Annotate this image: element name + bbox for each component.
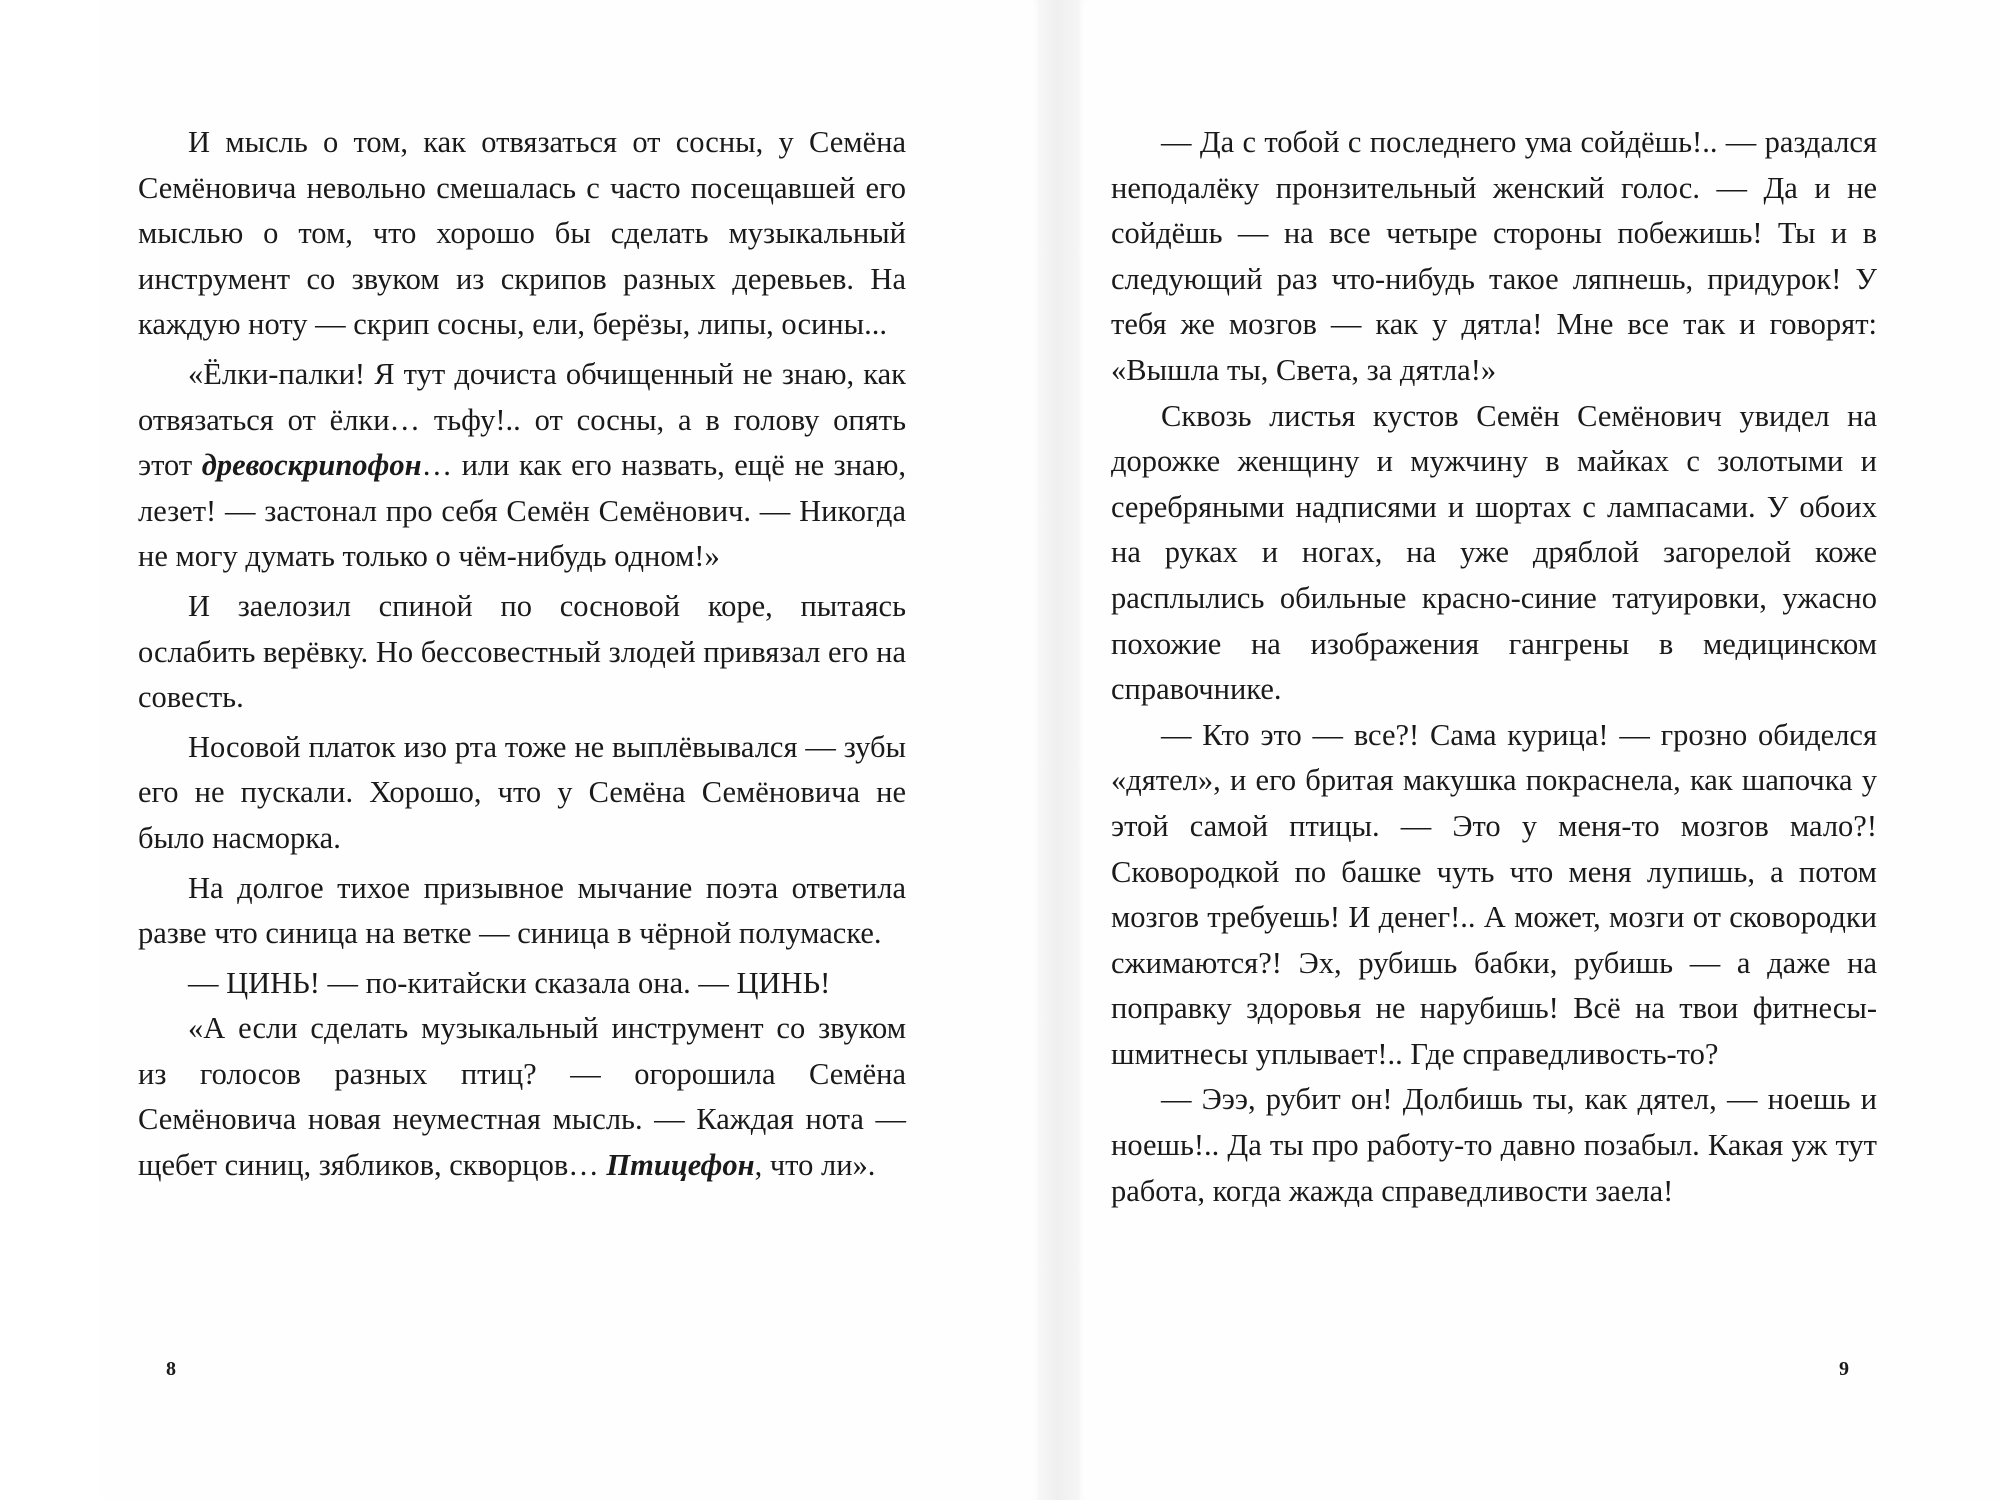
- text-run: И заелозил спиной по сосновой коре, пытаясь ослабить верёвку. Но бессовестный злодей привязал его на совесть.: [138, 588, 906, 715]
- paragraph: [138, 352, 906, 580]
- paragraph: [138, 725, 906, 862]
- paragraph: [138, 866, 906, 957]
- text-run: — ЦИНЬ! — по-китайски сказала она. — ЦИНЬ!: [188, 965, 831, 1000]
- text-run: Носовой платок изо рта тоже не выплёвывался — зубы его не пускали. Хорошо, что у Семёна Семёновича не было насморка.: [138, 729, 906, 855]
- emphasized-term: Птицефон: [606, 1148, 755, 1183]
- paragraph: [1111, 713, 1877, 1078]
- text-run: , что ли».: [754, 1148, 876, 1183]
- text-run: Сквозь листья кустов Семён Семёнович увидел на дорожке женщину и мужчину в майках с золотыми и серебряными надписями и шортах с лампасами. У обоих на руках и ногах, на уже дряблой загорелой коже расплылись обильные красно-синие татуировки, ужасно похожие на изображения гангрены в медицинском справочнике.: [1111, 398, 1877, 707]
- paragraph: [1111, 394, 1877, 713]
- paragraph: [138, 120, 906, 348]
- text-run: «Ёлки-палки! Я тут дочиста обчищенный не знаю, как отвязаться от ёлки… тьфу!.. от сосны, а в голову опять этот: [138, 356, 906, 483]
- text-run: — Эээ, рубит он! Долбишь ты, как дятел, — ноешь и ноешь!.. Да ты про работу-то давно позабыл. Какая уж тут работа, когда жажда справедливости заела!: [1111, 1082, 1877, 1208]
- right-page: [1078, 0, 2000, 1500]
- text-run: На долгое тихое призывное мычание поэта ответила разве что синица на ветке — синица в чёрной полумаске.: [138, 870, 906, 951]
- text-run: — Кто это — все?! Сама курица! — грозно обиделся «дятел», и его бритая макушка покраснела, как шапочка у этой самой птицы. — Это у меня-то мозгов мало?! Сковородкой по башке чуть что меня лупишь, а потом мозгов требуешь! И денег!.. А может, мозги от сковородки сжимаются?! Эх, рубишь бабки, рубишь — а даже на поправку здоровья не нарубишь! Всё на твои фитнесы-шмитнесы уплывает!.. Где справедливость-то?: [1111, 717, 1877, 1071]
- paragraph: [138, 961, 906, 1007]
- text-run: «А если сделать музыкальный инструмент со звуком из голосов разных птиц? — огорошила Семёна Семёновича новая неуместная мысль. — Каждая нота — щебет синиц, зябликов, скворцов…: [138, 1011, 906, 1183]
- right-page-text: [1111, 120, 1877, 1214]
- text-run: … или как его назвать, ещё не знаю, лезет! — застонал про себя Семён Семёнович. — Никогда не могу думать только о чём-нибудь одном!»: [138, 448, 907, 574]
- emphasized-term: древоскрипофон: [201, 448, 422, 483]
- text-run: И мысль о том, как отвязаться от сосны, у Семёна Семёновича невольно смешалась с часто посещавшей его мыслью о том, что хорошо бы сделать музыкальный инструмент со звуком из скрипов разных деревьев. На каждую ноту — скрип сосны, ели, берёзы, липы, осины...: [138, 125, 906, 342]
- left-page-text: [138, 120, 906, 1189]
- page-number: 8: [166, 1358, 176, 1380]
- text-run: — Да с тобой с последнего ума сойдёшь!.. — раздался неподалёку пронзительный женский голос. — Да и не сойдёшь — на все четыре стороны побежишь! Ты и в следующий раз что-нибудь такое ляпнешь, придурок! У тебя же мозгов — как у дятла! Мне все так и говорят: «Вышла ты, Света, за дятла!»: [1111, 125, 1877, 387]
- page-number: 9: [1839, 1358, 1849, 1380]
- paragraph: [138, 1006, 906, 1188]
- left-page: [100, 0, 1040, 1500]
- paragraph: [1111, 1077, 1877, 1214]
- paragraph: [1111, 120, 1877, 394]
- book-gutter: [1040, 0, 1078, 1500]
- paragraph: [138, 584, 906, 721]
